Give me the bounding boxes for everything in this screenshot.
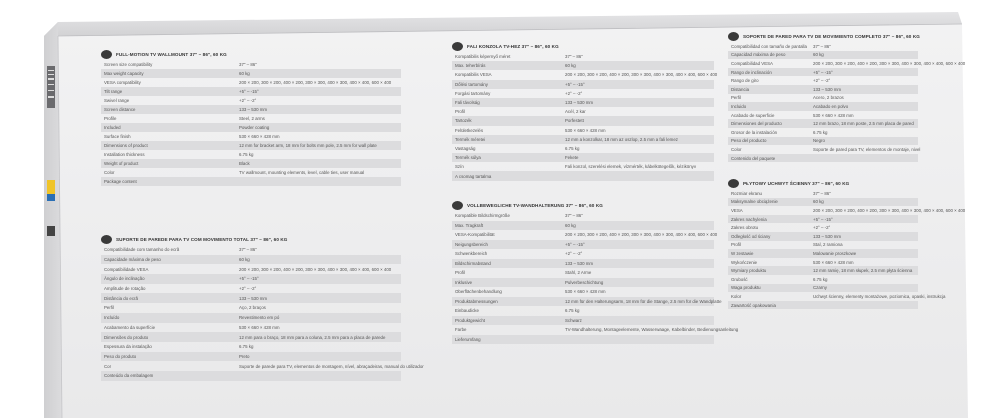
spec-value: +2° – -2° xyxy=(239,98,257,103)
spec-row xyxy=(728,189,918,198)
spec-value: 6.75 kg xyxy=(239,152,254,157)
spec-key: Compatibilidade VESA xyxy=(104,266,149,272)
spec-row xyxy=(101,123,401,132)
spec-key: Color xyxy=(731,146,742,152)
language-badge-icon xyxy=(728,179,739,188)
spec-key: Screen size compatibility xyxy=(104,62,153,67)
spec-key: Amplitude de rotação xyxy=(104,286,146,292)
spec-row xyxy=(452,116,714,125)
spec-value: Fekete xyxy=(565,155,579,161)
spec-row xyxy=(728,59,966,68)
spec-key: Dőlési tartomány xyxy=(455,81,488,87)
spec-key: Compatibilidade com tamanho do ecrã xyxy=(104,247,180,253)
spec-key: Screen distance xyxy=(104,107,136,112)
spec-key: Maksymalne obciążenie xyxy=(731,199,778,205)
spec-value: Uchwyt ścienny, elementy montażowe, poziomica, opaski, instrukcja xyxy=(813,293,946,299)
spec-key: Lieferumfang xyxy=(455,336,481,342)
spec-value: 530 × 660 × 428 mm xyxy=(239,324,280,330)
spec-row xyxy=(452,80,714,89)
spec-row xyxy=(728,76,918,85)
spec-key: Kompatibilis képernyő méret xyxy=(455,54,511,60)
spec-value: Pulverbeschichtung xyxy=(565,279,604,285)
spec-row xyxy=(728,275,918,284)
spec-key: Farbe xyxy=(455,327,467,333)
spec-row xyxy=(101,361,424,371)
spec-key: Distância do ecrã xyxy=(104,295,138,301)
spec-row xyxy=(452,268,714,278)
spec-row xyxy=(101,352,401,362)
spec-row xyxy=(728,119,918,128)
spec-row xyxy=(452,211,714,221)
spec-row xyxy=(101,293,401,303)
spec-row xyxy=(452,316,714,326)
spec-row xyxy=(452,135,714,144)
spec-row xyxy=(728,102,918,111)
spec-row xyxy=(101,342,401,352)
spec-row xyxy=(452,249,714,259)
spec-panel-title-text: PŁYTOWY UCHWYT ŚCIENNY 37" – 86", 60 KG xyxy=(743,181,850,186)
spec-row xyxy=(101,313,401,323)
spec-value: 133 – 530 mm xyxy=(565,260,594,266)
spec-row xyxy=(101,60,401,69)
spec-value: Powder coating xyxy=(239,125,270,130)
spec-value: Schwarz xyxy=(565,317,582,323)
spec-row xyxy=(728,232,918,241)
spec-row xyxy=(452,325,739,335)
spec-value: 37" – 86" xyxy=(565,213,583,219)
spec-row xyxy=(101,303,401,313)
spec-key: Kompatibilis VESA xyxy=(455,72,492,78)
spec-key: Compatibilidad VESA xyxy=(731,60,773,66)
spec-key: Zakres obrotu xyxy=(731,225,759,231)
spec-row xyxy=(101,168,401,177)
spec-row xyxy=(452,126,714,135)
spec-value: 200 × 200, 300 × 200, 400 × 200, 300 × 300, 400 × 300, 400 × 400, 600 × 400 xyxy=(565,232,718,238)
spec-row xyxy=(452,259,714,269)
spec-row xyxy=(101,245,401,255)
spec-value: 6.75 kg xyxy=(813,276,828,282)
spec-value: Malowanie proszkowe xyxy=(813,250,857,256)
spec-key: Bildschirmabstand xyxy=(455,260,491,266)
spec-row xyxy=(728,198,918,207)
spec-value: 12 mm para o braço, 18 mm para a coluna, 2.5 mm para a placa de parede xyxy=(239,334,386,340)
spec-row xyxy=(728,223,918,232)
spec-value: 60 kg xyxy=(239,257,250,263)
spec-value: Acél, 2 kar xyxy=(565,109,586,115)
spec-row xyxy=(452,107,714,116)
spec-key: VESA xyxy=(731,207,743,213)
spec-value: 12 mm for bracket arm, 18 mm for bolts mm pole, 2.5 mm for wall plate xyxy=(239,143,377,148)
spec-row xyxy=(728,249,918,258)
spec-key: Peso del producto xyxy=(731,138,767,144)
spec-key: Wykończenie xyxy=(731,259,758,265)
spec-value: TV wallmount, mounting elements, level, cable ties, user manual xyxy=(239,170,365,175)
spec-row xyxy=(728,42,918,51)
spec-row xyxy=(728,301,918,310)
spec-key: Profil xyxy=(455,109,466,115)
spec-row xyxy=(101,332,401,342)
spec-key: Perfil xyxy=(731,95,742,101)
spec-key: Wymiary produktu xyxy=(731,268,767,274)
spec-value: Revestimento em pó xyxy=(239,315,280,321)
spec-row xyxy=(728,266,918,275)
spec-key: Weight of product xyxy=(104,161,139,166)
spec-row xyxy=(101,132,401,141)
spec-row xyxy=(452,221,714,231)
spec-row xyxy=(452,162,714,171)
spec-key: Color xyxy=(104,170,115,175)
spec-key: Espessura da instalação xyxy=(104,344,152,350)
spec-row xyxy=(452,70,718,79)
spec-value: 530 × 660 × 428 mm xyxy=(239,134,280,139)
spec-value: +2° – -2° xyxy=(813,78,831,84)
spec-panel-title-text: SUPORTE DE PAREDE PARA TV COM MOVIMENTO TOTAL 37" – 86", 60 KG xyxy=(116,237,288,242)
spec-row xyxy=(728,154,918,163)
spec-row xyxy=(452,98,714,107)
spec-row xyxy=(452,287,714,297)
spec-value: 133 – 530 mm xyxy=(565,100,594,106)
spec-value: 60 kg xyxy=(813,52,824,58)
spec-key: VESA-Kompatibilität xyxy=(455,232,495,238)
language-badge-icon xyxy=(728,32,739,41)
spec-value: +5° – -15° xyxy=(239,89,259,94)
spec-key: Contenido del paquete xyxy=(731,155,776,161)
spec-row xyxy=(101,150,401,159)
spec-value: 6.75 kg xyxy=(239,344,254,350)
spec-row xyxy=(728,258,918,267)
spec-key: Max. Tragkraft xyxy=(455,222,484,228)
spec-row xyxy=(728,215,918,224)
spec-row xyxy=(728,206,966,215)
spec-key: Schwenkbereich xyxy=(455,251,488,257)
spec-row xyxy=(452,306,714,316)
language-badge-icon xyxy=(452,201,463,210)
spec-panel-title xyxy=(452,42,559,51)
spec-row xyxy=(452,52,714,61)
spec-row xyxy=(452,153,714,162)
spec-value: Stal, 2 ramiona xyxy=(813,242,843,248)
spec-value: 200 × 200, 300 × 200, 400 × 200, 300 × 300, 400 × 300, 400 × 400, 600 × 400 xyxy=(239,80,392,85)
spec-value: 60 kg xyxy=(565,63,576,69)
spec-row xyxy=(728,111,918,120)
spec-value: 200 × 200, 300 × 200, 400 × 200, 300 × 300, 400 × 300, 400 × 400, 600 × 400 xyxy=(565,72,718,78)
spec-key: VESA compatibility xyxy=(104,80,141,85)
spec-key: Peso do produto xyxy=(104,353,137,359)
spec-value: 60 kg xyxy=(239,71,250,76)
spec-key: Forgási tartomány xyxy=(455,90,491,96)
spec-value: 37" – 86" xyxy=(565,54,583,60)
spec-value: Negro xyxy=(813,138,825,144)
spec-row xyxy=(452,278,714,288)
spec-value: Aço, 2 braços xyxy=(239,305,266,311)
spec-key: Tilt range xyxy=(104,89,123,94)
spec-value: +2° – -2° xyxy=(239,286,257,292)
spec-value: 200 × 200, 300 × 200, 400 × 200, 300 × 300, 400 × 300, 400 × 400, 600 × 400 xyxy=(813,60,966,66)
spec-key: Profil xyxy=(731,242,742,248)
spec-key: Produktabmessungen xyxy=(455,298,498,304)
spec-row xyxy=(101,323,401,333)
spec-key: Felületkezelés xyxy=(455,127,484,133)
spec-row xyxy=(452,335,714,345)
spec-key: Rango de giro xyxy=(731,78,759,84)
spec-key: A csomag tartalma xyxy=(455,173,492,179)
spec-panel-title-text: SOPORTE DE PARED PARA TV DE MOVIMIENTO COMPLETO 37" – 86", 60 KG xyxy=(743,34,920,39)
spec-key: Vastagság xyxy=(455,145,476,151)
spec-row xyxy=(101,96,401,105)
spec-table xyxy=(101,60,401,186)
spec-key: Termék súlya xyxy=(455,155,481,161)
spec-row xyxy=(728,128,918,137)
spec-value: +5° – -15° xyxy=(565,241,585,247)
spec-value: 6.75 kg xyxy=(565,308,580,314)
spec-key: Incluido xyxy=(731,103,747,109)
spec-row xyxy=(728,284,918,293)
spec-value: 133 – 530 mm xyxy=(813,233,842,239)
spec-value: +5° – -15° xyxy=(565,81,585,87)
spec-value: +5° – -15° xyxy=(239,276,259,282)
spec-key: Fali távolság xyxy=(455,100,480,106)
spec-key: Installation thickness xyxy=(104,152,145,157)
language-badge-icon xyxy=(101,235,112,244)
spec-key: Conteúdo da embalagem xyxy=(104,373,154,379)
spec-row xyxy=(728,94,918,103)
spec-panel-title-text: FALI KONZOLA TV-HEZ 37" – 86", 60 KG xyxy=(467,44,559,49)
spec-key: Incluído xyxy=(104,315,120,321)
spec-row xyxy=(101,87,401,96)
spec-value: Black xyxy=(239,161,250,166)
spec-row xyxy=(452,230,718,240)
spec-table xyxy=(728,42,966,162)
spec-key: Dimensiones del producto xyxy=(731,121,782,127)
spec-key: Package content xyxy=(104,179,137,184)
spec-key: Odległość od ściany xyxy=(731,233,771,239)
spec-panel-title xyxy=(452,201,603,210)
spec-row xyxy=(101,114,401,123)
spec-value: 60 kg xyxy=(565,222,576,228)
side-label xyxy=(47,66,55,108)
spec-value: +5° – -15° xyxy=(813,69,833,75)
spec-key: Grubość xyxy=(731,276,748,282)
spec-value: 60 kg xyxy=(813,199,824,205)
spec-key: Acabamento da superfície xyxy=(104,324,156,330)
spec-value: Fali konzol, szerelési elemek, vízmérték, kábelkötegelők, kézikönyv xyxy=(565,164,697,170)
language-badge-icon xyxy=(452,42,463,51)
spec-value: 133 – 530 mm xyxy=(239,107,268,112)
spec-value: Acabado en polvo xyxy=(813,103,849,109)
spec-value: +5° – -15° xyxy=(813,216,833,222)
spec-key: Grosor de la instalación xyxy=(731,129,778,135)
spec-value: 530 × 660 × 428 mm xyxy=(813,259,854,265)
spec-value: 37" – 86" xyxy=(239,62,257,67)
spec-value: Acero, 2 brazos xyxy=(813,95,844,101)
spec-value: 200 × 200, 300 × 200, 400 × 200, 300 × 300, 400 × 300, 400 × 400, 600 × 400 xyxy=(813,207,966,213)
spec-row xyxy=(452,171,714,180)
spec-key: Einbaudicke xyxy=(455,308,479,314)
spec-key: Inklusive xyxy=(455,279,473,285)
spec-value: Stahl, 2 Arme xyxy=(565,270,592,276)
spec-row xyxy=(101,284,401,294)
spec-row xyxy=(101,255,401,265)
spec-row xyxy=(101,78,401,87)
spec-key: Zawartość opakowania xyxy=(731,302,776,308)
spec-key: Acabado de superficie xyxy=(731,112,775,118)
spec-value: 6.75 kg xyxy=(813,129,828,135)
spec-row xyxy=(728,68,918,77)
spec-value: +2° – -2° xyxy=(813,225,831,231)
side-code-mark xyxy=(47,226,55,236)
spec-key: Waga produktu xyxy=(731,285,761,291)
spec-row xyxy=(101,274,401,284)
spec-key: Termék méretei xyxy=(455,136,486,142)
spec-key: W zestawie xyxy=(731,250,754,256)
spec-key: Kolor xyxy=(731,293,742,299)
spec-value: 12 mm für den Halterungsarm, 18 mm für die Stange, 2.5 mm für die Wandplatte xyxy=(565,298,722,304)
spec-key: Capacidad máxima de peso xyxy=(731,52,786,58)
spec-key: Kompatible Bildschirmgröße xyxy=(455,213,510,219)
spec-value: Soporte de pared para TV, elementos de montaje, nivel xyxy=(813,146,921,152)
spec-value: TV-Wandhalterung, Montageelemente, Wasserwaage, Kabelbinder, Bedienungsanleitung xyxy=(565,327,739,333)
spec-row xyxy=(728,241,918,250)
spec-key: Capacidade máxima de peso xyxy=(104,257,161,263)
language-badge-icon xyxy=(101,50,112,59)
spec-value: Steel, 2 arms xyxy=(239,116,265,121)
spec-key: Profile xyxy=(104,116,117,121)
spec-value: 133 – 530 mm xyxy=(239,295,268,301)
spec-table xyxy=(728,189,966,309)
spec-panel-title xyxy=(101,235,287,244)
spec-key: Compatibilidad con tamaño de pantalla xyxy=(731,43,807,49)
spec-key: Zakres nachylenia xyxy=(731,216,767,222)
spec-table xyxy=(452,52,718,181)
side-color-mark xyxy=(47,180,55,194)
spec-value: 530 × 660 × 428 mm xyxy=(813,112,854,118)
spec-row xyxy=(101,371,401,381)
spec-key: Max weight capacity xyxy=(104,71,144,76)
spec-value: 12 mm a konzolkar, 18 mm az oszlop, 2.5 mm a fali lemez xyxy=(565,136,678,142)
spec-value: 37" – 86" xyxy=(239,247,257,253)
spec-row xyxy=(452,89,714,98)
spec-row xyxy=(452,144,714,153)
spec-key: Cor xyxy=(104,363,112,369)
spec-key: Ângulo de inclinação xyxy=(104,276,145,282)
spec-value: 12 mm ramię, 18 mm słupek, 2.5 mm płyta ścienna xyxy=(813,268,913,274)
spec-value: Porfestett xyxy=(565,118,584,124)
spec-value: 200 × 200, 300 × 200, 400 × 200, 300 × 300, 400 × 300, 400 × 400, 600 × 400 xyxy=(239,266,392,272)
spec-row xyxy=(728,145,921,154)
spec-row xyxy=(452,240,714,250)
spec-panel-title xyxy=(101,50,227,59)
spec-panel-title-text: VOLLBEWEGLICHE TV-WANDHALTERUNG 37" – 86", 60 KG xyxy=(467,203,603,208)
spec-table xyxy=(101,245,424,381)
spec-value: 133 – 530 mm xyxy=(813,86,842,92)
spec-value: 6.75 kg xyxy=(565,145,580,151)
spec-panel-title xyxy=(728,32,920,41)
spec-key: Dimensions of product xyxy=(104,143,148,148)
spec-panel-title xyxy=(728,179,849,188)
spec-row xyxy=(101,264,401,274)
spec-row xyxy=(101,159,401,168)
spec-value: +2° – -2° xyxy=(565,251,583,257)
spec-key: Neigungsbereich xyxy=(455,241,488,247)
spec-key: Dimensões do produto xyxy=(104,334,149,340)
spec-key: Oberflächenbehandlung xyxy=(455,289,502,295)
spec-row xyxy=(728,51,918,60)
spec-row xyxy=(101,105,401,114)
spec-key: Szín xyxy=(455,164,464,170)
spec-value: Czarny xyxy=(813,285,827,291)
spec-key: Produktgewicht xyxy=(455,317,486,323)
spec-value: 37" – 86" xyxy=(813,190,831,196)
spec-value: Suporte de parede para TV, elementos de montagem, nível, abraçadeiras, manual do utilizador xyxy=(239,363,424,369)
spec-value: Preto xyxy=(239,353,250,359)
spec-key: Distancia xyxy=(731,86,750,92)
spec-row xyxy=(728,292,946,301)
spec-row xyxy=(101,69,401,78)
spec-key: Swivel range xyxy=(104,98,130,103)
spec-key: Max. teherbírás xyxy=(455,63,486,69)
spec-row xyxy=(101,177,401,186)
spec-row xyxy=(728,85,918,94)
spec-row xyxy=(728,137,918,146)
spec-key: Included xyxy=(104,125,121,130)
spec-key: Profil xyxy=(455,270,466,276)
spec-key: Surface finish xyxy=(104,134,131,139)
spec-value: 530 × 660 × 428 mm xyxy=(565,289,606,295)
spec-key: Perfil xyxy=(104,305,115,311)
spec-key: Tartozék xyxy=(455,118,472,124)
spec-value: +2° – -2° xyxy=(565,90,583,96)
spec-value: 12 mm brazo, 18 mm poste, 2.5 mm placa de pared xyxy=(813,121,914,127)
spec-panel-title-text: FULL-MOTION TV WALLMOUNT 37" – 86", 60 KG xyxy=(116,52,227,57)
spec-key: Rango de inclinación xyxy=(731,69,772,75)
spec-row xyxy=(452,297,722,307)
spec-row xyxy=(452,61,714,70)
spec-value: 530 × 660 × 428 mm xyxy=(565,127,606,133)
spec-value: 37" – 86" xyxy=(813,43,831,49)
spec-row xyxy=(101,141,401,150)
spec-key: Rozmiar ekranu xyxy=(731,190,762,196)
